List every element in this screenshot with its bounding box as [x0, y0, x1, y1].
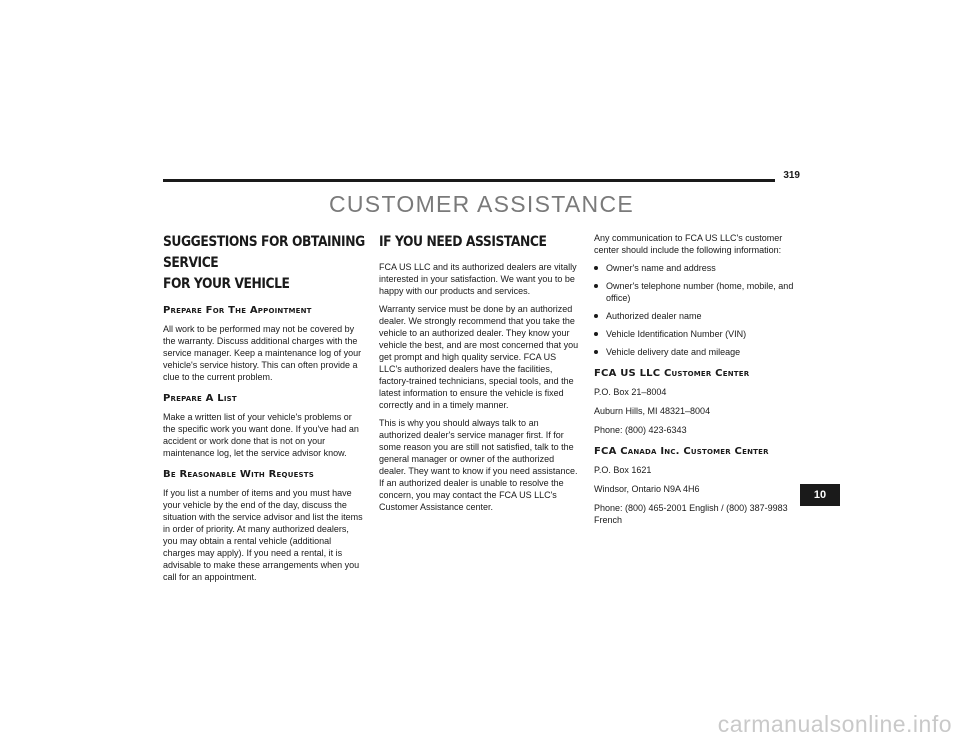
watermark: carmanualsonline.info	[717, 711, 952, 737]
section-heading-service	[163, 232, 365, 295]
header-rule	[163, 179, 775, 182]
us-address-line: P.O. Box 21–8004	[594, 387, 667, 397]
paragraph-communication-intro: Any communication to FCA US LLC's customer center should include the following information:	[594, 233, 783, 255]
info-list	[594, 262, 800, 358]
canada-address	[594, 464, 800, 526]
paragraph-prepare-list: Make a written list of your vehicle's problems or the specific work you want done. If you've had an accident or work done that is not on your maintenance log, let the service advisor know.	[163, 412, 359, 458]
paragraph-reasonable-requests: If you list a number of items and you must have your vehicle by the end of the day, discuss the situation with the service advisor and list the items in order of priority. At many authorized dealers, you may obtain a rental vehicle (additional charges may apply). If you need a rental, it is advisable to make these arrangements when you call for an appointment.	[163, 488, 363, 582]
list-item-text: Owner's name and address	[606, 263, 716, 273]
list-item-text: Owner's telephone number (home, mobile, and office)	[606, 281, 794, 303]
section-heading-line1: SUGGESTIONS FOR OBTAINING SERVICE	[163, 234, 365, 271]
column-left	[163, 232, 365, 589]
bullet-icon	[594, 350, 598, 354]
list-item-text: Vehicle delivery date and mileage	[606, 347, 741, 357]
subheading-prepare-appointment: Prepare For The Appointment	[163, 305, 312, 316]
list-item	[594, 346, 800, 358]
section-heading-assistance: IF YOU NEED ASSISTANCE	[379, 234, 547, 250]
bullet-icon	[594, 332, 598, 336]
section-heading-line2: FOR YOUR VEHICLE	[163, 276, 290, 292]
list-item	[594, 262, 800, 274]
canada-address-line: Windsor, Ontario N9A 4H6	[594, 484, 700, 494]
paragraph-assistance-3: This is why you should always talk to an authorized dealer's service manager first. If for some reason you are still not satisfied, talk to the general manager or owner of the authorized dealer. They want to know if you need assistance. If an authorized dealer is unable to resolve the concern, you may contact the FCA US LLC's Customer Assistance center.	[379, 418, 578, 512]
paragraph-prepare-appointment: All work to be performed may not be covered by the warranty. Discuss additional charges with the service manager. Keep a maintenance log of your vehicle's service history. This can often provide a clue to the current problem.	[163, 324, 362, 382]
page-number: 319	[783, 170, 800, 181]
us-phone: Phone: (800) 423-6343	[594, 425, 687, 435]
subheading-us-customer-center	[594, 368, 800, 380]
us-title-rest: Customer Center	[663, 368, 750, 379]
column-middle	[379, 232, 581, 519]
us-title-bold: FCA US LLC	[594, 368, 661, 379]
list-item-text: Authorized dealer name	[606, 311, 702, 321]
chapter-tab: 10	[800, 484, 840, 506]
canada-phone: Phone: (800) 465-2001 English / (800) 387-9983 French	[594, 503, 788, 525]
paragraph-assistance-1: FCA US LLC and its authorized dealers are vitally interested in your satisfaction. We want you to be happy with our products and services.	[379, 262, 577, 296]
subheading-reasonable-requests: Be Reasonable With Requests	[163, 469, 315, 480]
canada-address-line: P.O. Box 1621	[594, 465, 652, 475]
us-address-line: Auburn Hills, MI 48321–8004	[594, 406, 711, 416]
chapter-title: CUSTOMER ASSISTANCE	[328, 191, 634, 217]
ca-title-bold: FCA	[594, 446, 617, 457]
list-item	[594, 328, 800, 340]
list-item-text: Vehicle Identification Number (VIN)	[606, 329, 747, 339]
ca-title-rest: Canada Inc. Customer Center	[620, 446, 769, 457]
paragraph-assistance-2: Warranty service must be done by an authorized dealer. We strongly recommend that you take the vehicle to an authorized dealer. They know your vehicle the best, and are most concerned that you get prompt and high quality service. FCA US LLC's authorized dealers have the facilities, factory-trained technicians, special tools, and the latest information to ensure the vehicle is fixed correctly and in a timely manner.	[379, 304, 579, 410]
subheading-canada-customer-center	[594, 446, 800, 458]
bullet-icon	[594, 266, 598, 270]
bullet-icon	[594, 314, 598, 318]
column-right	[594, 232, 800, 533]
bullet-icon	[594, 284, 598, 288]
us-address	[594, 386, 800, 436]
list-item	[594, 310, 800, 322]
subheading-prepare-list: Prepare A List	[163, 393, 237, 404]
list-item	[594, 280, 800, 304]
